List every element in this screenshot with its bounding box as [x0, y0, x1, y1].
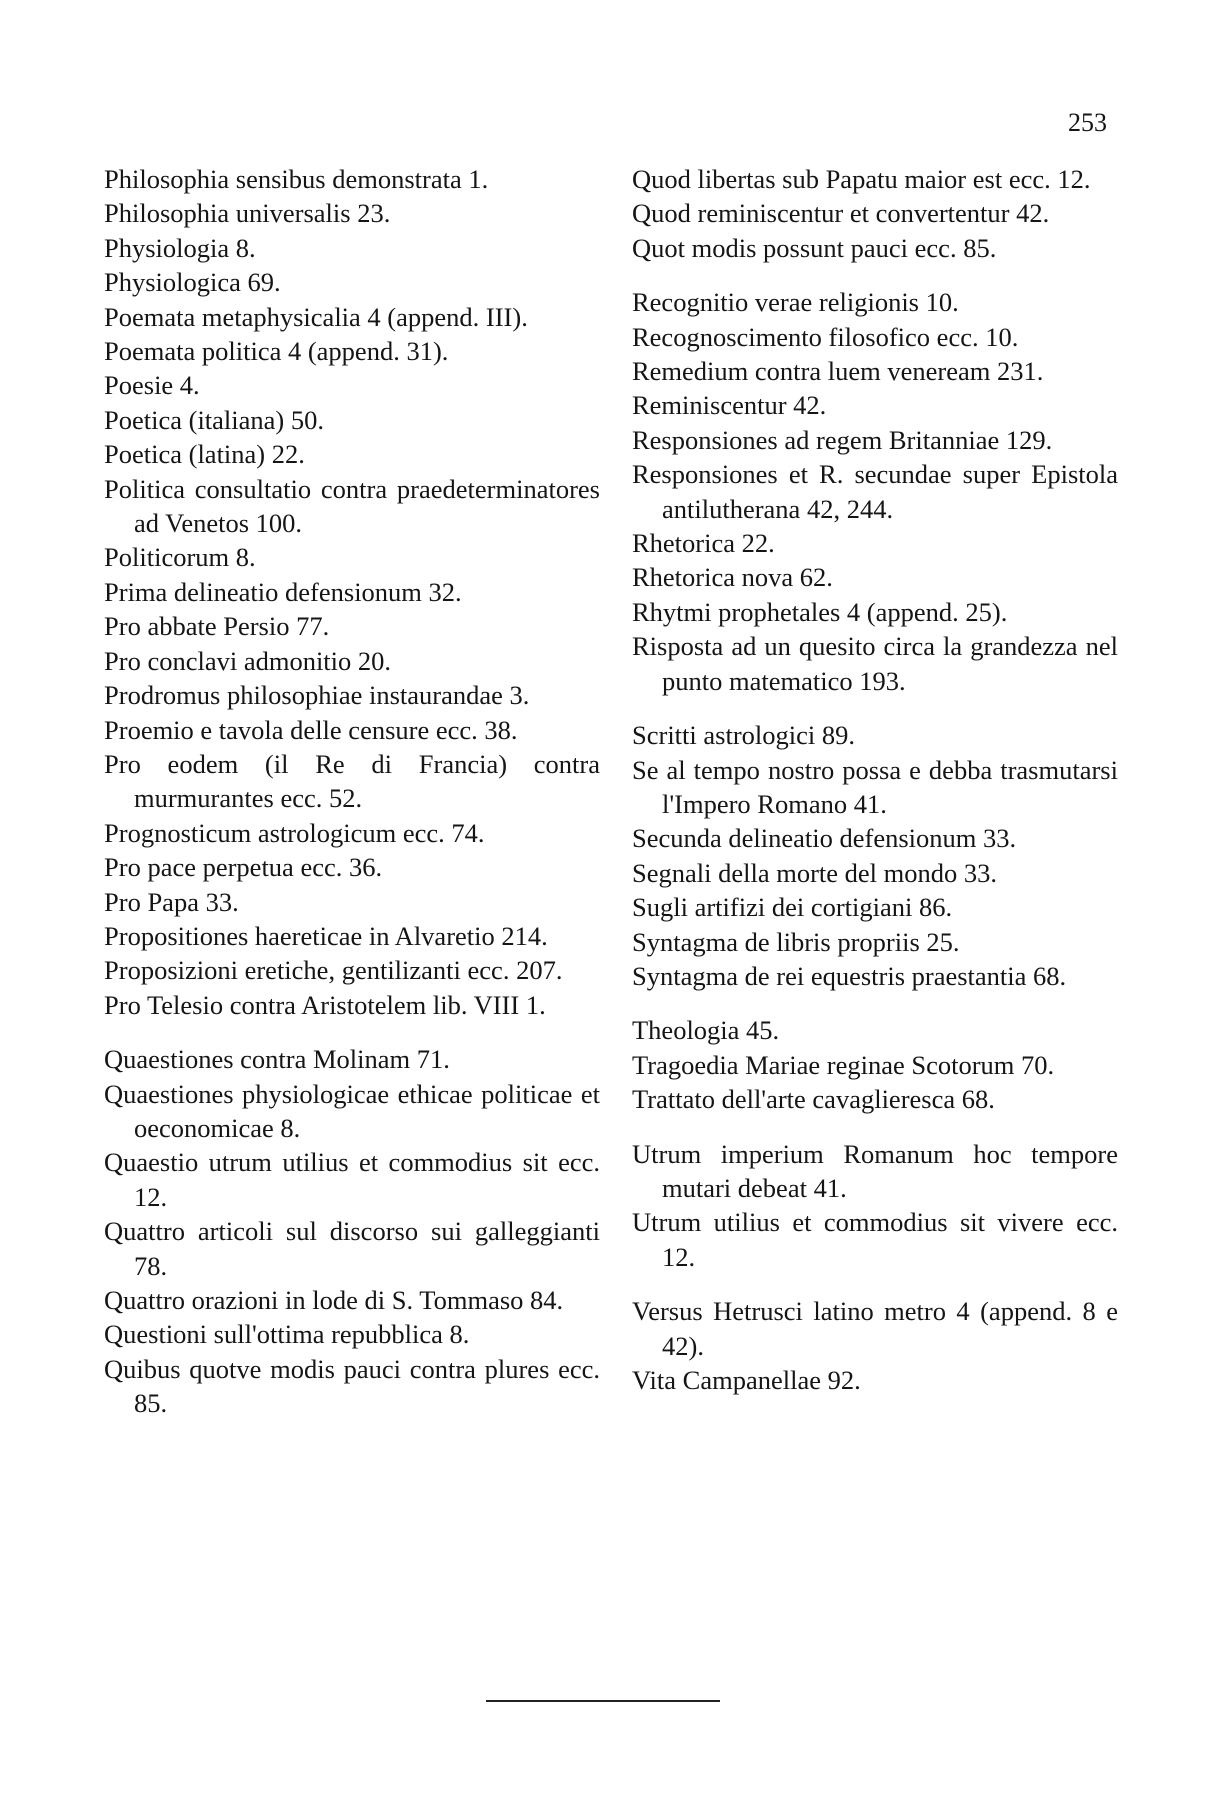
index-entry: Pro abbate Persio 77. [104, 611, 330, 642]
index-entry: Poemata metaphysicalia 4 (append. III). [104, 301, 528, 332]
index-entry: Secunda delineatio defensionum 33. [632, 823, 1017, 854]
index-entry: Syntagma de rei equestris praestantia 68. [632, 960, 1067, 991]
index-entry: Quaestio utrum utilius et commodius sit ecc. 12. [104, 1147, 600, 1212]
index-entry: Poemata politica 4 (append. 31). [104, 336, 449, 367]
index-entry: Syntagma de libris propriis 25. [632, 926, 960, 957]
index-entry: Questioni sull'ottima repubblica 8. [104, 1319, 470, 1350]
index-entry: Politica consultatio contra praedeterminatores ad Venetos 100. [104, 473, 600, 539]
index-entry: Sugli artifizi dei cortigiani 86. [632, 892, 953, 923]
index-entry: Prodromus philosophiae instaurandae 3. [104, 680, 530, 711]
index-entry: Rhytmi prophetales 4 (append. 25). [632, 596, 1008, 627]
index-group-t [632, 1013, 1118, 1116]
closing-rule [486, 1700, 720, 1702]
index-entry: Recognitio verae religionis 10. [632, 287, 959, 318]
index-entry: Pro conclavi admonitio 20. [104, 645, 392, 676]
index-entry: Pro Telesio contra Aristotelem lib. VIII 1. [104, 989, 546, 1020]
index-entry: Tragoedia Mariae reginae Scotorum 70. [632, 1049, 1055, 1080]
index-entry: Quibus quotve modis pauci contra plures ecc. 85. [104, 1353, 600, 1419]
index-group-u [632, 1137, 1118, 1275]
index-entry: Proemio e tavola delle censure ecc. 38. [104, 714, 518, 745]
page-number: 253 [1068, 108, 1107, 137]
index-group-r [632, 285, 1118, 698]
index-entry: Prima delineatio defensionum 32. [104, 576, 462, 607]
index-entry: Physiologica 69. [104, 267, 281, 298]
index-entry: Utrum utilius et commodius sit vivere ecc. 12. [632, 1207, 1118, 1272]
index-entry: Propositiones haereticae in Alvaretio 214. [104, 920, 548, 951]
index-entry: Quaestiones contra Molinam 71. [104, 1044, 450, 1075]
index-entry: Risposta ad un quesito circa la grandezza nel punto matematico 193. [632, 631, 1118, 696]
index-entry: Prognosticum astrologicum ecc. 74. [104, 817, 485, 848]
index-entry: Pro eodem (il Re di Francia) contra murmurantes ecc. 52. [104, 748, 600, 814]
index-entry: Rhetorica 22. [632, 528, 775, 559]
index-group-q-cont [632, 162, 1118, 265]
index-entry: Quod reminiscentur et convertentur 42. [632, 198, 1050, 229]
index-entry: Proposizioni eretiche, gentilizanti ecc. 207. [104, 955, 563, 986]
index-entry: Utrum imperium Romanum hoc tempore mutari debeat 41. [632, 1138, 1118, 1203]
index-entry: Pro Papa 33. [104, 886, 239, 917]
index-entry: Quattro articoli sul discorso sui galleggianti 78. [104, 1216, 600, 1281]
index-entry: Recognoscimento filosofico ecc. 10. [632, 321, 1019, 352]
index-entry: Responsiones ad regem Britanniae 129. [632, 424, 1053, 455]
index-entry: Politicorum 8. [104, 542, 256, 573]
index-entry: Poetica (latina) 22. [104, 439, 305, 470]
index-entry: Versus Hetrusci latino metro 4 (append. 8 e 42). [632, 1296, 1118, 1361]
index-entry: Rhetorica nova 62. [632, 562, 833, 593]
index-column-right [632, 162, 1118, 1397]
index-entry: Poesie 4. [104, 370, 200, 401]
index-entry: Philosophia sensibus demonstrata 1. [104, 164, 489, 194]
index-entry: Pro pace perpetua ecc. 36. [104, 852, 383, 883]
index-entry: Quaestiones physiologicae ethicae politicae et oeconomicae 8. [104, 1078, 600, 1143]
index-entry: Se al tempo nostro possa e debba trasmutarsi l'Impero Romano 41. [632, 754, 1118, 819]
index-entry: Philosophia universalis 23. [104, 198, 391, 229]
index-entry: Physiologia 8. [104, 232, 256, 263]
index-entry: Vita Campanellae 92. [632, 1365, 861, 1395]
index-entry: Segnali della morte del mondo 33. [632, 857, 998, 888]
index-entry: Theologia 45. [632, 1015, 780, 1046]
index-group-q [104, 1042, 600, 1420]
index-entry: Scritti astrologici 89. [632, 720, 856, 751]
index-entry: Poetica (italiana) 50. [104, 404, 325, 435]
index-column-left [104, 162, 600, 1421]
index-group-v [632, 1294, 1118, 1397]
index-entry: Quot modis possunt pauci ecc. 85. [632, 232, 997, 263]
index-group-p [104, 162, 600, 1022]
index-entry: Trattato dell'arte cavaglieresca 68. [632, 1084, 995, 1115]
index-entry: Remedium contra luem veneream 231. [632, 356, 1044, 387]
index-entry: Quod libertas sub Papatu maior est ecc. 12. [632, 164, 1091, 194]
index-entry: Responsiones et R. secundae super Epistola antilutherana 42, 244. [632, 459, 1118, 524]
index-group-s [632, 718, 1118, 993]
index-entry: Quattro orazioni in lode di S. Tommaso 84. [104, 1285, 564, 1315]
index-entry: Reminiscentur 42. [632, 390, 827, 421]
